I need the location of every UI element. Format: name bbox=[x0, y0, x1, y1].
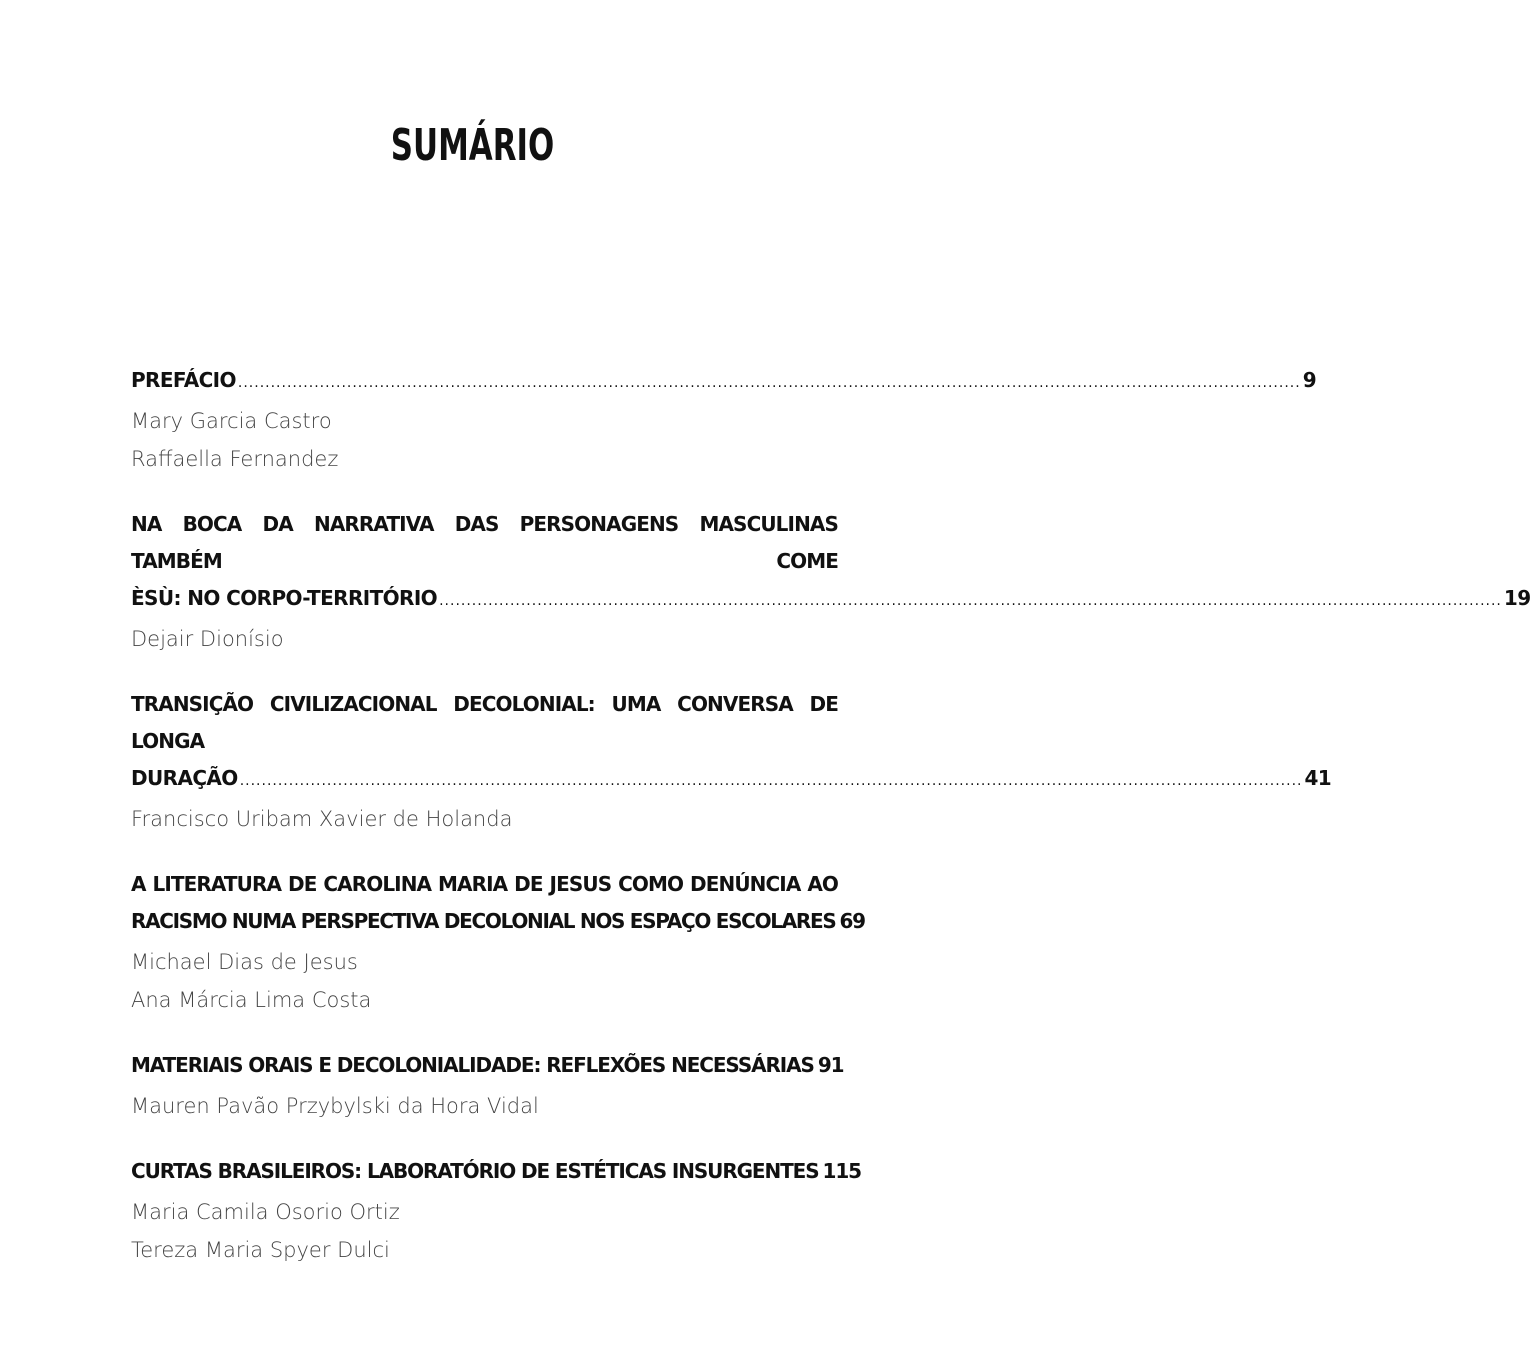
toc-author: Francisco Uribam Xavier de Holanda bbox=[131, 807, 513, 831]
toc-author: Mauren Pavão Przybylski da Hora Vidal bbox=[131, 1094, 539, 1118]
toc-entry-title[interactable] bbox=[131, 1153, 861, 1193]
page-title: SUMÁRIO bbox=[390, 120, 555, 171]
toc-entry-title[interactable] bbox=[131, 903, 865, 943]
toc-entry-title[interactable] bbox=[131, 1047, 844, 1087]
toc-page-number: 19 bbox=[1503, 586, 1531, 610]
toc-entry-title[interactable] bbox=[131, 760, 1332, 800]
toc-page-number: 91 bbox=[817, 1053, 844, 1077]
toc-page-number: 41 bbox=[1304, 766, 1332, 790]
toc-author: Raffaella Fernandez bbox=[131, 447, 339, 471]
table-of-contents bbox=[131, 362, 1531, 1297]
toc-entry-title-line: DURAÇÃO bbox=[131, 766, 238, 790]
toc-entry-title-line[interactable]: TRANSIÇÃO CIVILIZACIONAL DECOLONIAL: UMA CONVERSA DE LONGA bbox=[131, 692, 838, 753]
toc-author: Maria Camila Osorio Ortiz bbox=[131, 1200, 400, 1224]
dot-leader bbox=[238, 365, 1301, 402]
toc-entry-title[interactable] bbox=[131, 362, 1317, 402]
toc-author: Mary Garcia Castro bbox=[131, 409, 332, 433]
toc-page-number: 115 bbox=[822, 1159, 861, 1183]
toc-entry-title-line[interactable]: A LITERATURA DE CAROLINA MARIA DE JESUS COMO DENÚNCIA AO bbox=[131, 872, 838, 896]
toc-author: Ana Márcia Lima Costa bbox=[131, 988, 372, 1012]
toc-entry-title-line: RACISMO NUMA PERSPECTIVA DECOLONIAL NOS ESPAÇO ESCOLARES bbox=[131, 909, 836, 933]
dot-leader bbox=[439, 583, 1502, 620]
toc-entry-title[interactable] bbox=[131, 580, 1531, 620]
toc-entry-prefacio bbox=[131, 362, 1317, 478]
toc-author: Michael Dias de Jesus bbox=[131, 950, 358, 974]
toc-entry-title-line: CURTAS BRASILEIROS: LABORATÓRIO DE ESTÉTICAS INSURGENTES bbox=[131, 1159, 819, 1183]
toc-entry-transicao bbox=[131, 686, 1332, 838]
dot-leader bbox=[240, 763, 1303, 800]
toc-entry-title-line: ÈSÙ: NO CORPO-TERRITÓRIO bbox=[131, 586, 438, 610]
toc-entry-boca-narrativa bbox=[131, 506, 1531, 658]
toc-author: Dejair Dionísio bbox=[131, 627, 284, 651]
toc-page-number: 9 bbox=[1302, 368, 1317, 392]
toc-entry-title-line: MATERIAIS ORAIS E DECOLONIALIDADE: REFLEXÕES NECESSÁRIAS bbox=[131, 1053, 814, 1077]
toc-entry-title-line[interactable]: NA BOCA DA NARRATIVA DAS PERSONAGENS MASCULINAS TAMBÉM COME bbox=[131, 512, 838, 573]
toc-author: Tereza Maria Spyer Dulci bbox=[131, 1238, 390, 1262]
toc-entry-title-line: PREFÁCIO bbox=[131, 368, 236, 392]
toc-entry-carolina bbox=[131, 866, 865, 1019]
toc-page-number: 69 bbox=[839, 909, 865, 933]
toc-entry-curtas bbox=[131, 1153, 861, 1269]
toc-entry-materiais-orais bbox=[131, 1047, 844, 1125]
